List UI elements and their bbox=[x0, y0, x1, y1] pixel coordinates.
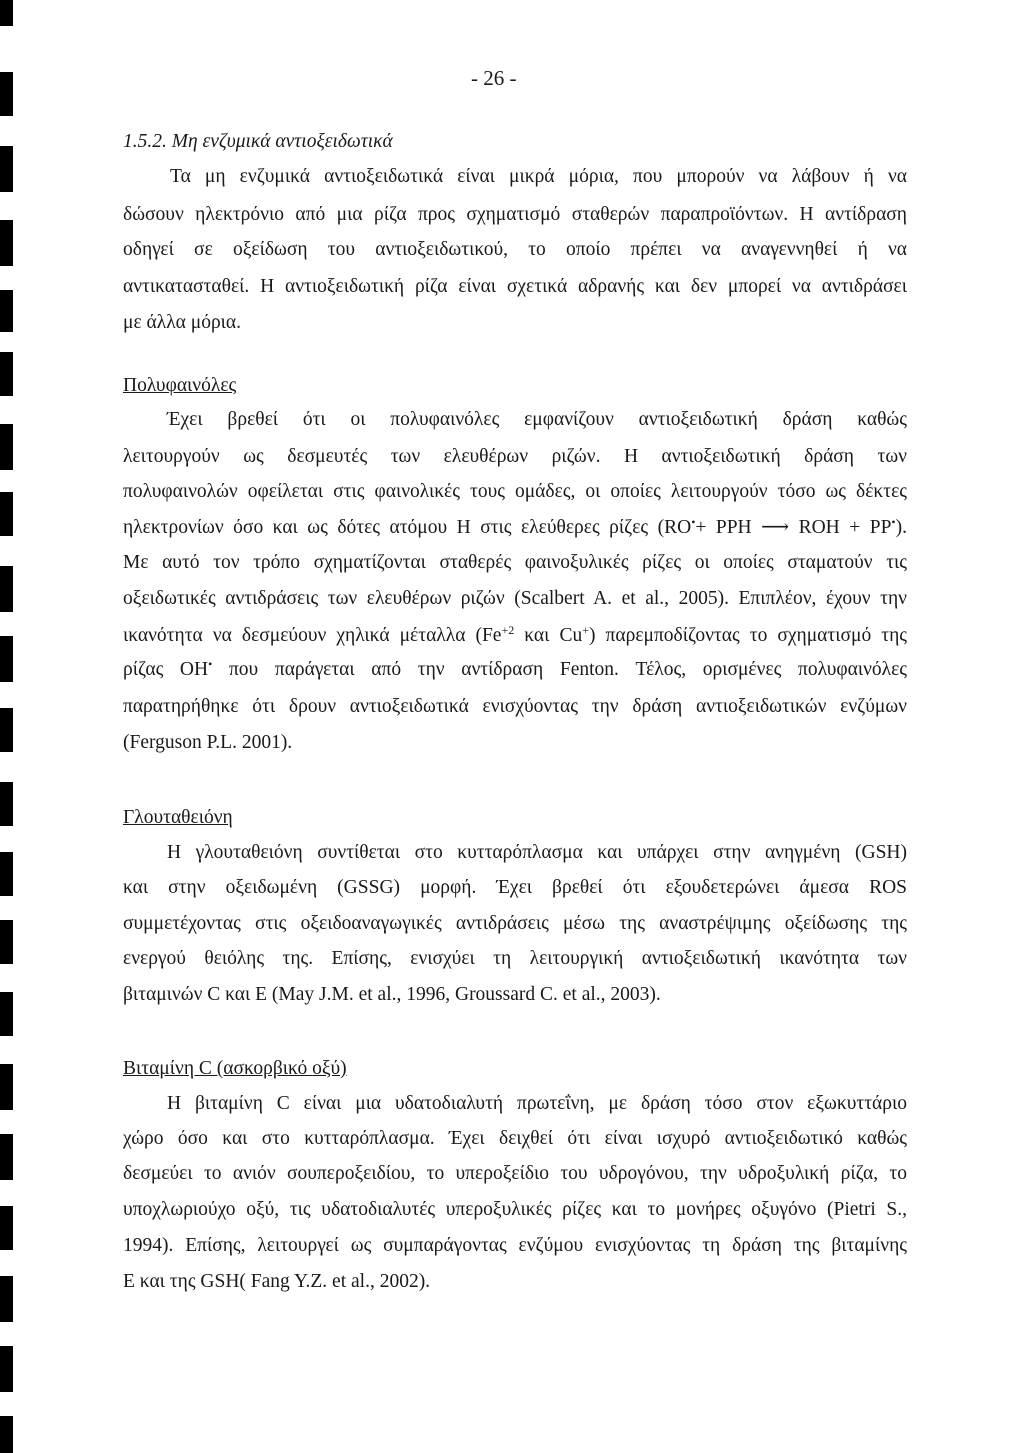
line-text: + PPH bbox=[695, 517, 762, 538]
paragraph-line: 1994). Επίσης, λειτουργεί ως συμπαράγοντας ενζύμου ενισχύοντας τη δράση της βιταμίνης bbox=[123, 1235, 907, 1256]
paragraph-line: λειτουργούν ως δεσμευτές των ελευθέρων ριζών. Η αντιοξειδωτική δράση των bbox=[123, 446, 907, 467]
paragraph-line: (Ferguson P.L. 2001). bbox=[123, 732, 293, 753]
line-text: ικανότητα να δεσμεύουν χηλικά μέταλλα (Fe bbox=[123, 625, 502, 646]
paragraph-line: συμμετέχοντας στις οξειδοαναγωγικές αντιδράσεις μέσω της αναστρέψιμης οξείδωσης της bbox=[123, 913, 907, 934]
radical-dot: • bbox=[691, 515, 696, 529]
paragraph-line: οδηγεί σε οξείδωση του αντιοξειδωτικού, το οποίο πρέπει να αναγεννηθεί ή να bbox=[123, 239, 907, 260]
line-text: που παράγεται από την αντίδραση Fenton. Τέλος, ορισμένες πολυφαινόλες bbox=[212, 659, 908, 680]
line-text: ) παρεμποδίζοντας το σχηματισμό της bbox=[588, 625, 907, 646]
heading-glutathione: Γλουταθειόνη bbox=[123, 807, 233, 828]
radical-dot: • bbox=[208, 657, 213, 671]
heading-polyphenols: Πολυφαινόλες bbox=[123, 375, 237, 396]
paragraph-line: δώσουν ηλεκτρόνιο από μια ρίζα προς σχηματισμό σταθερών παραπροϊόντων. Η αντίδραση bbox=[123, 204, 907, 225]
section-number: 1.5.2. bbox=[123, 131, 167, 152]
paragraph-line: ενεργού θειόλης της. Επίσης, ενισχύει τη λειτουργική αντιοξειδωτική ικανότητα των bbox=[123, 948, 907, 969]
line-text: ρίζας OH bbox=[123, 659, 209, 680]
paragraph-line: και στην οξειδωμένη (GSSG) μορφή. Έχει βρεθεί ότι εξουδετερώνει άμεσα ROS bbox=[123, 877, 907, 898]
superscript: + bbox=[582, 623, 589, 637]
paragraph-line bbox=[123, 622, 907, 650]
radical-dot: • bbox=[891, 515, 896, 529]
paragraph-line: δεσμεύει το ανιόν σουπεροξειδίου, το υπεροξείδιο του υδρογόνου, την υδροξυλική ρίζα, το bbox=[123, 1163, 907, 1184]
page-number: - 26 - bbox=[471, 66, 517, 90]
paragraph-line: Τα μη ενζυμικά αντιοξειδωτικά είναι μικρά μόρια, που μπορούν να λάβουν ή να bbox=[170, 166, 907, 187]
paragraph-line: παρατηρήθηκε ότι δρουν αντιοξειδωτικά ενισχύοντας την δράση αντιοξειδωτικών ενζύμων bbox=[123, 696, 907, 717]
heading-vitamin-c: Βιταμίνη C (ασκορβικό οξύ) bbox=[123, 1058, 347, 1079]
paragraph-line: χώρο όσο και στο κυτταρόπλασμα. Έχει δειχθεί ότι είναι ισχυρό αντιοξειδωτικό καθώς bbox=[123, 1128, 907, 1149]
paragraph-line: E και της GSH( Fang Y.Z. et al., 2002). bbox=[123, 1271, 431, 1292]
paragraph-line: Η γλουταθειόνη συντίθεται στο κυτταρόπλασμα και υπάρχει στην ανηγμένη (GSH) bbox=[167, 842, 907, 863]
paragraph-line: αντικατασταθεί. Η αντιοξειδωτική ρίζα είναι σχετικά αδρανής και δεν μπορεί να αντιδράσει bbox=[123, 276, 907, 297]
line-text: ROH + PP bbox=[789, 517, 892, 538]
line-text: ). bbox=[895, 517, 907, 538]
section-title bbox=[123, 131, 393, 153]
line-text: ηλεκτρονίων όσο και ως δότες ατόμου Η στις ελεύθερες ρίζες (RO bbox=[123, 517, 692, 538]
paragraph-line: οξειδωτικές αντιδράσεις των ελευθέρων ριζών (Scalbert A. et al., 2005). Επιπλέον, έχουν την bbox=[123, 588, 907, 609]
paragraph-line: υποχλωριούχο οξύ, τις υδατοδιαλυτές υπεροξυλικές ρίζες και το μονήρες οξυγόνο (Pietri S., bbox=[123, 1199, 907, 1220]
paragraph-line bbox=[123, 514, 907, 542]
paragraph-line: Έχει βρεθεί ότι οι πολυφαινόλες εμφανίζουν αντιοξειδωτική δράση καθώς bbox=[167, 409, 907, 430]
paragraph-line: πολυφαινολών οφείλεται στις φαινολικές τους ομάδες, οι οποίες λειτουργούν τόσο ως δέκτες bbox=[123, 481, 907, 502]
binding-marks bbox=[0, 0, 14, 1453]
paragraph-line: βιταμινών C και E (May J.M. et al., 1996, Groussard C. et al., 2003). bbox=[123, 984, 661, 1005]
section-title-text: Μη ενζυμικά αντιοξειδωτικά bbox=[171, 131, 393, 152]
paragraph-line bbox=[123, 656, 907, 684]
paragraph-line: με άλλα μόρια. bbox=[123, 312, 242, 333]
reaction-arrow-icon: ⟶ bbox=[761, 517, 790, 538]
line-text: και Cu bbox=[514, 625, 583, 646]
paragraph-line: Η βιταμίνη C είναι μια υδατοδιαλυτή πρωτεΐνη, με δράση τόσο στον εξωκυττάριο bbox=[167, 1093, 907, 1114]
paragraph-line: Με αυτό τον τρόπο σχηματίζονται σταθερές φαινοξυλικές ρίζες οι οποίες σταματούν τις bbox=[123, 552, 907, 573]
superscript: +2 bbox=[501, 623, 515, 637]
